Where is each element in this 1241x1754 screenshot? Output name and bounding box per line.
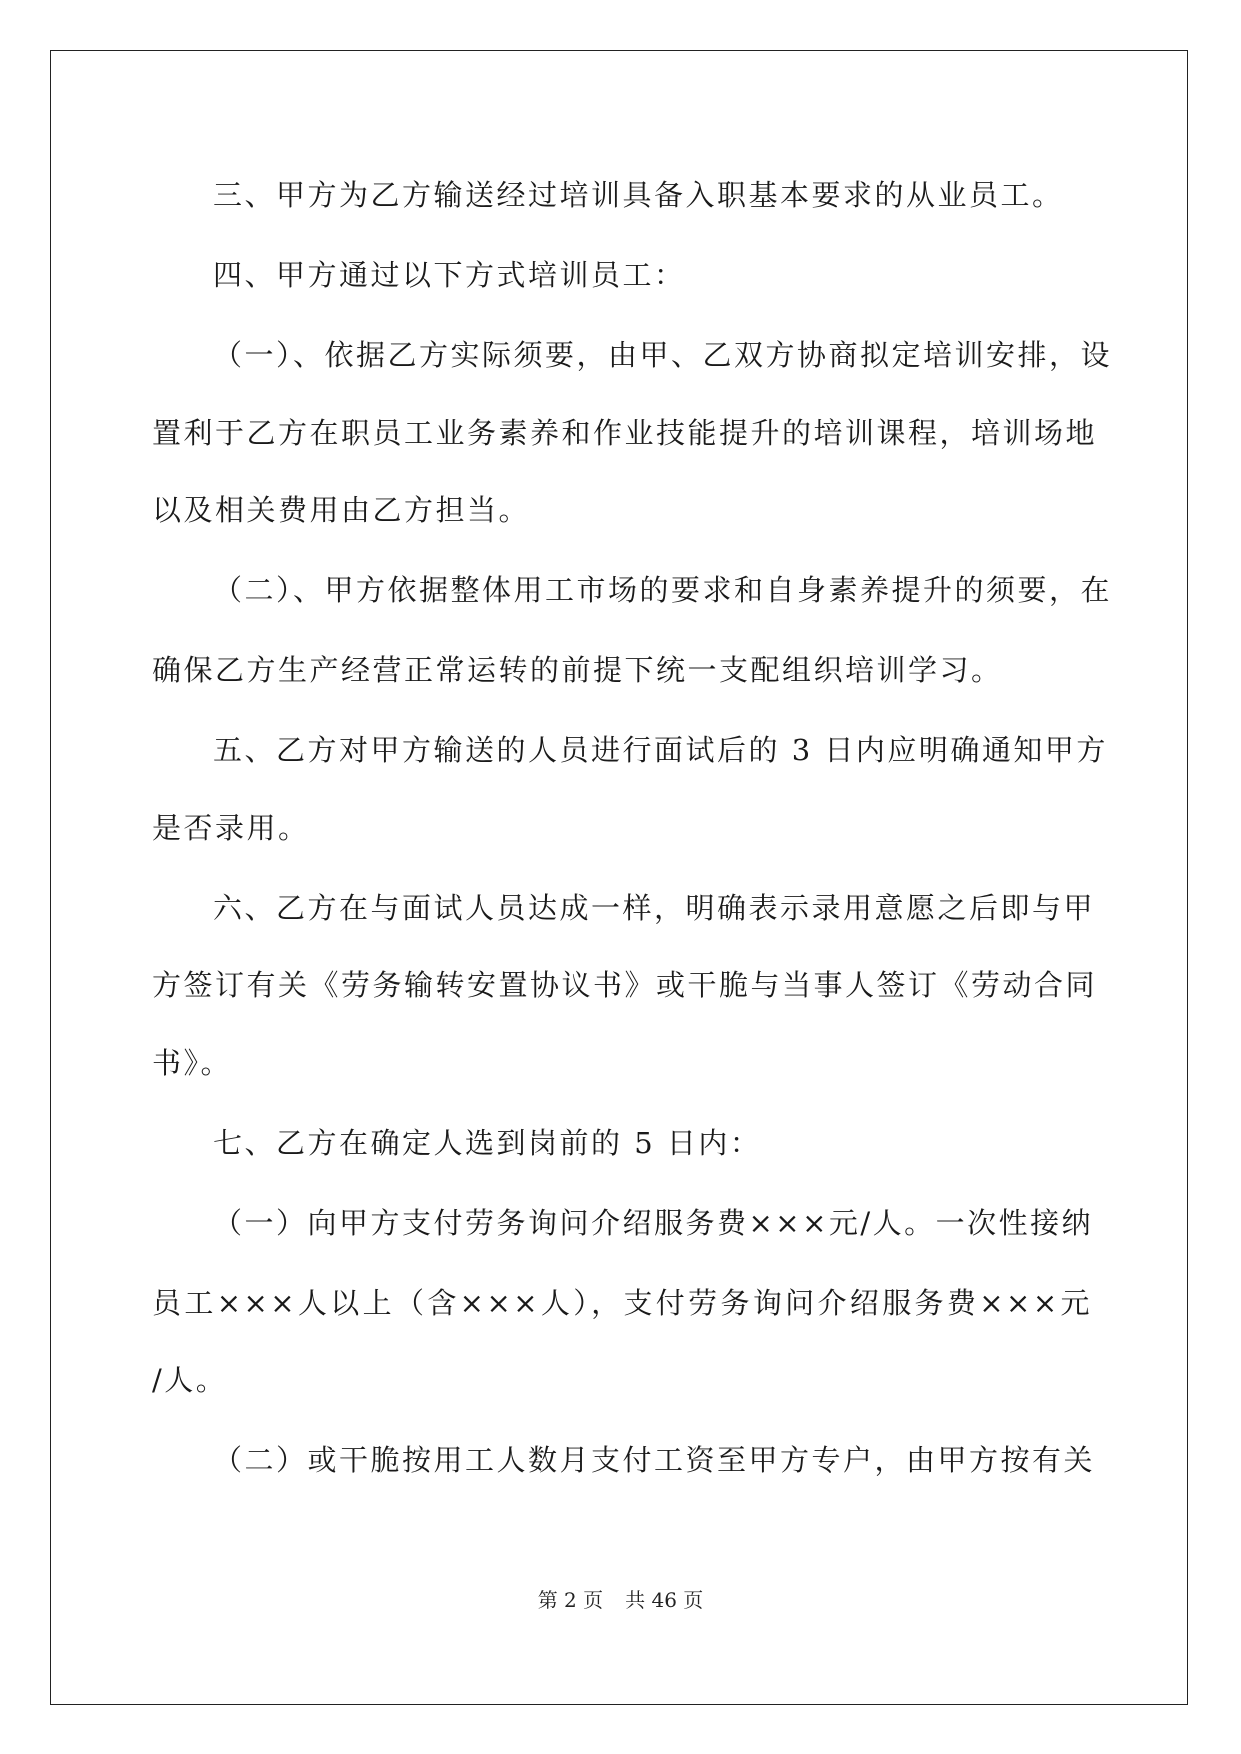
total-pages: 共 46 页 xyxy=(625,1588,704,1612)
paragraph-line: 书》。 xyxy=(152,1046,233,1080)
paragraph-line: 置利于乙方在职员工业务素养和作业技能提升的培训课程，培训场地 xyxy=(152,416,1098,450)
paragraph-line: （一）向甲方支付劳务询问介绍服务费×××元/人。一次性接纳 xyxy=(213,1206,1094,1240)
paragraph-line: （一）、依据乙方实际须要，由甲、乙双方协商拟定培训安排，设 xyxy=(213,338,1113,372)
paragraph-line: （二）、甲方依据整体用工市场的要求和自身素养提升的须要，在 xyxy=(213,573,1113,607)
paragraph-line: 三、甲方为乙方输送经过培训具备入职基本要求的从业员工。 xyxy=(213,178,1064,212)
paragraph-line: 是否录用。 xyxy=(152,811,310,845)
paragraph-line: 六、乙方在与面试人员达成一样，明确表示录用意愿之后即与甲 xyxy=(213,891,1096,925)
page-footer xyxy=(0,1588,1241,1612)
paragraph-line: 以及相关费用由乙方担当。 xyxy=(152,493,531,527)
paragraph-line: 方签订有关《劳务输转安置协议书》或干脆与当事人签订《劳动合同 xyxy=(152,968,1098,1002)
paragraph-line: 五、乙方对甲方输送的人员进行面试后的 3 日内应明确通知甲方 xyxy=(213,733,1108,767)
paragraph-line: /人。 xyxy=(152,1363,228,1397)
paragraph-line: 员工×××人以上（含×××人），支付劳务询问介绍服务费×××元 xyxy=(152,1286,1092,1320)
paragraph-line: 七、乙方在确定人选到岗前的 5 日内： xyxy=(213,1126,762,1160)
paragraph-line: （二）或干脆按用工人数月支付工资至甲方专户，由甲方按有关 xyxy=(213,1443,1096,1477)
page-number: 第 2 页 xyxy=(537,1588,604,1612)
paragraph-line: 四、甲方通过以下方式培训员工： xyxy=(213,258,686,292)
paragraph-line: 确保乙方生产经营正常运转的前提下统一支配组织培训学习。 xyxy=(152,653,1003,687)
